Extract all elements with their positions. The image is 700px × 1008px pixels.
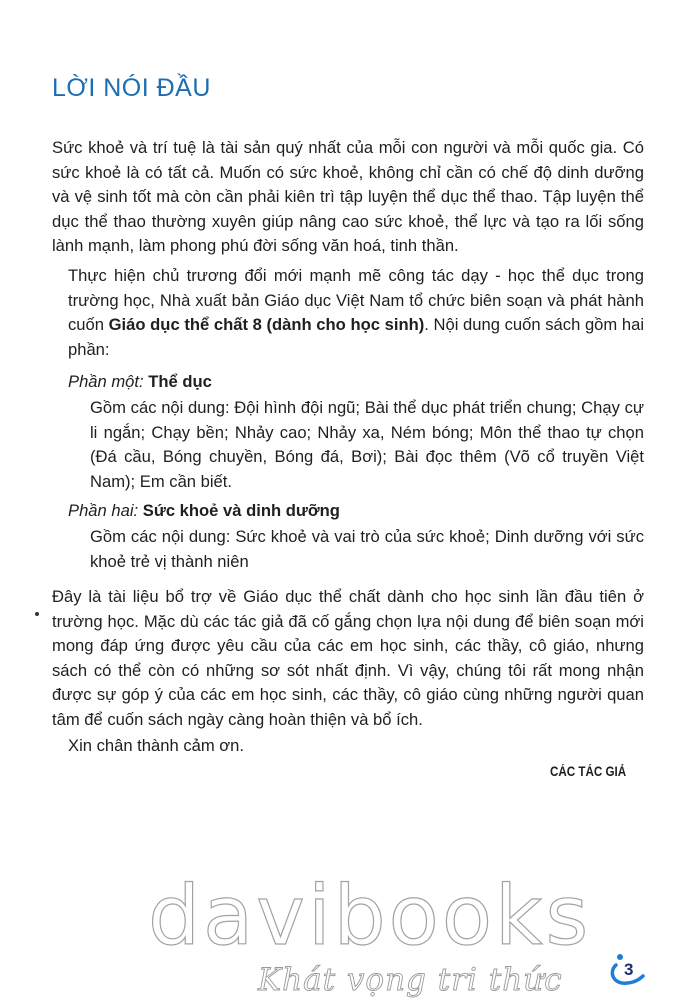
page-title: LỜI NÓI ĐẦU [52,74,211,102]
watermark-brand: davibooks [148,869,592,964]
part-one-heading [68,370,212,394]
thanks-line: Xin chân thành cảm ơn. [68,736,245,755]
book-description-paragraph [68,264,644,362]
part-two-heading [68,499,340,523]
authors-signature: CÁC TÁC GIẢ [550,764,627,779]
part-one-content: Gồm các nội dung: Đội hình đội ngũ; Bài thể dục phát triển chung; Chạy cự li ngắn; Chạy bền; Nhảy cao; Nhảy xa, Ném bóng; Môn thể thao tự chọn (Đá cầu, Bóng chuyền, Bóng đá, Bơi); Bài đọc thêm (Võ cổ truyền Việt Nam); Em cần biết. [90,398,644,491]
page-number: 3 [624,960,634,979]
part-two-content: Gồm các nội dung: Sức khoẻ và vai trò của sức khoẻ; Dinh dưỡng với sức khoẻ trẻ vị thành niên [90,527,644,571]
intro-paragraph: Sức khoẻ và trí tuệ là tài sản quý nhất của mỗi con người và mỗi quốc gia. Có sức khoẻ là có tất cả. Muốn có sức khoẻ, không chỉ cần có chế độ dinh dưỡng và vệ sinh tốt mà còn cần phải kiên trì tập luyện thể dục thể thao. Tập luyện thể dục thể thao thường xuyên giúp nâng cao sức khoẻ, thể lực và tạo ra lối sống lành mạnh, làm phong phú đời sống văn hoá, tinh thần. [52,138,644,255]
description-text-before: Thực hiện chủ trương đổi mới mạnh mẽ công tác dạy - học thể dục trong trường học, Nhà xuất bản Giáo dục Việt Nam tổ chức biên soạn và phát hành cuốn [68,266,644,334]
part-two-name: Sức khoẻ và dinh dưỡng [142,501,340,520]
book-title: Giáo dục thể chất 8 (dành cho học sinh) [108,315,425,334]
part-one-name: Thể dục [148,372,212,391]
page-number-badge [608,952,648,988]
margin-dot [35,612,39,616]
description-text-after: . Nội dung cuốn sách gồm hai phần: [68,315,645,359]
part-one-label: Phần một: [68,372,144,391]
part-two-label: Phần hai: [68,501,139,520]
closing-paragraph: Đây là tài liệu bổ trợ về Giáo dục thể chất dành cho học sinh lần đầu tiên ở trường học. Mặc dù các tác giả đã cố gắng chọn lựa nội dung để biên soạn mới mong đáp ứng được yêu cầu của các em học sinh, các thầy, cô giáo, nhưng sách có thể còn có những sơ sót nhất định. Vì vậy, chúng tôi rất mong nhận được sự góp ý của các em học sinh, các thầy, cô giáo cùng những người quan tâm để cuốn sách ngày càng hoàn thiện và bổ ích. [52,587,644,729]
watermark-slogan: Khát vọng tri thức [258,962,563,998]
